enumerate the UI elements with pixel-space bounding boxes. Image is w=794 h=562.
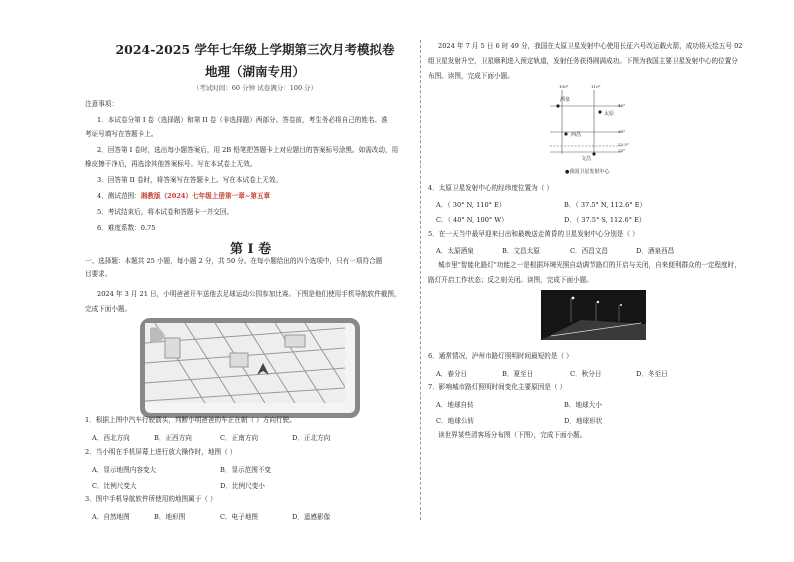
q6-option-a[interactable]: A．春分日 <box>436 370 468 378</box>
question-4: 4．太原卫星发射中心的经纬度位置为（ ） <box>428 184 553 192</box>
question-1-options <box>92 432 412 442</box>
column-divider <box>420 40 421 520</box>
street-lights-photo <box>541 290 646 340</box>
lon-label-110: 110° <box>591 84 601 89</box>
q3-option-a[interactable]: A．自然地图 <box>92 513 130 521</box>
q2-option-a[interactable]: A．显示地图内容变大 <box>92 466 157 474</box>
phone-map-figure <box>140 318 360 418</box>
q1-option-a[interactable]: A．西北方向 <box>92 434 130 442</box>
q2-option-c[interactable]: C．比例尺变大 <box>92 482 137 490</box>
street-map-graphic <box>145 323 345 403</box>
taiyuan-dot <box>598 110 601 113</box>
question-3: 3．图中手机导航软件所使用的地图属于（ ） <box>85 495 217 503</box>
q2-option-b[interactable]: B．显示范围不变 <box>220 466 272 474</box>
question-2: 2．当小明在手机屏幕上进行放大操作时，地图（ ） <box>85 448 237 456</box>
section-title: 第 I 卷 <box>230 242 272 257</box>
q1-option-c[interactable]: C．正南方向 <box>220 434 259 442</box>
last-line: 读世界某些清客场分布图（下图），完成下面小题。 <box>438 431 587 439</box>
q5-option-c[interactable]: C．西昌文昌 <box>570 247 609 255</box>
note-line-6 <box>97 192 270 201</box>
question-2-options-row1 <box>92 464 412 474</box>
right-intro-2: 组卫星发射升空，卫星顺利进入预定轨道，发射任务获得圆满成功。下图为我国主要卫星发射中心的位置分 <box>428 57 738 65</box>
note-line-3: 2．回答第 I 卷时，选出每小题答案后，用 2B 铅笔把答题卡上对应题目的答案标号涂黑。如需改动，用 <box>97 146 399 154</box>
label-wenchang: 文昌 <box>581 156 592 162</box>
notes-heading: 注意事项： <box>85 100 118 108</box>
note-line-8: 6．难度系数：0.75 <box>97 224 156 232</box>
q1-option-b[interactable]: B．正西方向 <box>154 434 192 442</box>
label-jiuquan: 酒泉 <box>560 97 571 103</box>
question-6: 6．通常情况，泸州市路灯照明时间最短的是（ ） <box>428 352 573 360</box>
right-passage2-1: 城市里"智能化路灯"功能之一是根据环境光照自动调节路灯的开启与关闭，自来便利群众的一定程度时， <box>438 261 741 269</box>
q2-option-d[interactable]: D．比例尺变小 <box>220 482 265 490</box>
note-line-5: 3．回答第 II 卷时，将答案写在答题卡上。写在本试卷上无效。 <box>97 176 283 184</box>
exam-info: （考试时间：60 分钟 试卷满分：100 分） <box>192 84 318 92</box>
q6-option-b[interactable]: B．夏至日 <box>502 370 534 378</box>
question-2-options-row2 <box>92 480 412 490</box>
right-intro-1: 2024 年 7 月 5 日 6 时 49 分，我国在太原卫星发射中心使用长征六号改运载火箭，成功将天绘五号 02 <box>438 42 743 50</box>
label-taiyuan: 太原 <box>604 111 615 117</box>
right-intro-3: 布图。读图，完成下面小题。 <box>428 72 514 80</box>
q7-option-c[interactable]: C．地球公转 <box>436 417 475 425</box>
lat-label-40: 40° <box>618 103 626 108</box>
note-line-4: 橡皮擦干净后，再选涂其他答案标号。写在本试卷上无效。 <box>85 160 257 168</box>
exam-title: 2024-2025 学年七年级上学期第三次月考模拟卷 <box>115 42 395 57</box>
question-4-options-row2 <box>436 214 776 224</box>
q4-option-a[interactable]: A．（ 30° N, 110° E） <box>436 201 506 209</box>
q5-option-b[interactable]: B．文昌太原 <box>502 247 540 255</box>
q5-option-a[interactable]: A．太原酒泉 <box>436 247 474 255</box>
part1-intro-1: 一、选择题：本题共 25 小题，每小题 2 分，共 50 分。在每小题给出的四个选项中，只有一项符合题 <box>85 257 383 265</box>
q4-option-c[interactable]: C．（ 40° N, 100° W） <box>436 216 508 224</box>
part1-intro-2: 目要求。 <box>85 270 112 278</box>
note-line-2: 考证号填写在答题卡上。 <box>85 130 158 138</box>
label-xichang: 西昌 <box>571 132 582 138</box>
question-5: 5．在一天当中最早迎来日出和最晚送走黄昏的卫星发射中心分别是（ ） <box>428 230 639 238</box>
passage-1: 2024 年 3 月 21 日，小明爸爸开车送他去足球运动公园参加比赛。下图是他们使用手机导航软件截图， <box>97 290 401 298</box>
q4-option-b[interactable]: B．（ 37.5° N, 112.6° E） <box>564 201 647 209</box>
lat-label-20: 20° <box>618 148 626 153</box>
q5-option-d[interactable]: D．酒泉西昌 <box>636 247 675 255</box>
question-7-options-row2 <box>436 415 776 425</box>
question-5-options <box>436 245 776 255</box>
lat-label-30: 30° <box>618 129 626 134</box>
q3-option-c[interactable]: C．电子地图 <box>220 513 259 521</box>
question-7-options-row1 <box>436 399 776 409</box>
question-1: 1．根据上图中汽车行驶箭头，判断小明爸爸的车正在朝（ ）方向行驶。 <box>85 416 296 424</box>
note-line-7: 5．考试结束后，将本试卷和答题卡一并交回。 <box>97 208 234 216</box>
q7-option-a[interactable]: A．地球自转 <box>436 401 474 409</box>
q7-option-b[interactable]: B．地球大小 <box>564 401 602 409</box>
q3-option-d[interactable]: D．遥感影像 <box>292 513 331 521</box>
map-legend: ●我国卫星发射中心 <box>565 169 610 175</box>
right-passage2-2: 路灯开启工作状态；反之则关闭。读图，完成下面小题。 <box>428 276 593 284</box>
lat-label-23-5: 23.5° <box>618 142 629 147</box>
question-7: 7．影响城市路灯照明时间变化主要原因是（ ） <box>428 383 567 391</box>
q7-option-d[interactable]: D．地球形状 <box>564 417 603 425</box>
passage-2: 完成下面小题。 <box>85 305 132 313</box>
exam-subtitle: 地理（湖南专用） <box>204 64 305 79</box>
question-3-options <box>92 511 412 521</box>
q6-option-d[interactable]: D．冬至日 <box>636 370 668 378</box>
jiuquan-dot <box>556 104 559 107</box>
wenchang-dot <box>592 152 595 155</box>
note-line-1: 1．本试卷分第 I 卷（选择题）和第 II 卷（非选择题）两部分。答卷前，考生务必将自己的姓名、准 <box>97 116 388 124</box>
q6-option-c[interactable]: C．秋分日 <box>570 370 602 378</box>
note-scope-label: 4．测试范围： <box>97 192 141 200</box>
question-4-options-row1 <box>436 199 776 209</box>
q1-option-d[interactable]: D．正北方向 <box>292 434 331 442</box>
lon-label-100: 100° <box>559 84 569 89</box>
q3-option-b[interactable]: B．地形图 <box>154 513 186 521</box>
night-road-graphic <box>541 290 646 340</box>
q4-option-d[interactable]: D．（ 37.5° S, 112.6° E） <box>564 216 646 224</box>
xichang-dot <box>564 132 567 135</box>
question-6-options <box>436 368 776 378</box>
note-scope-highlight: 湘教版（2024）七年级上册第一章~第五章 <box>140 192 271 200</box>
